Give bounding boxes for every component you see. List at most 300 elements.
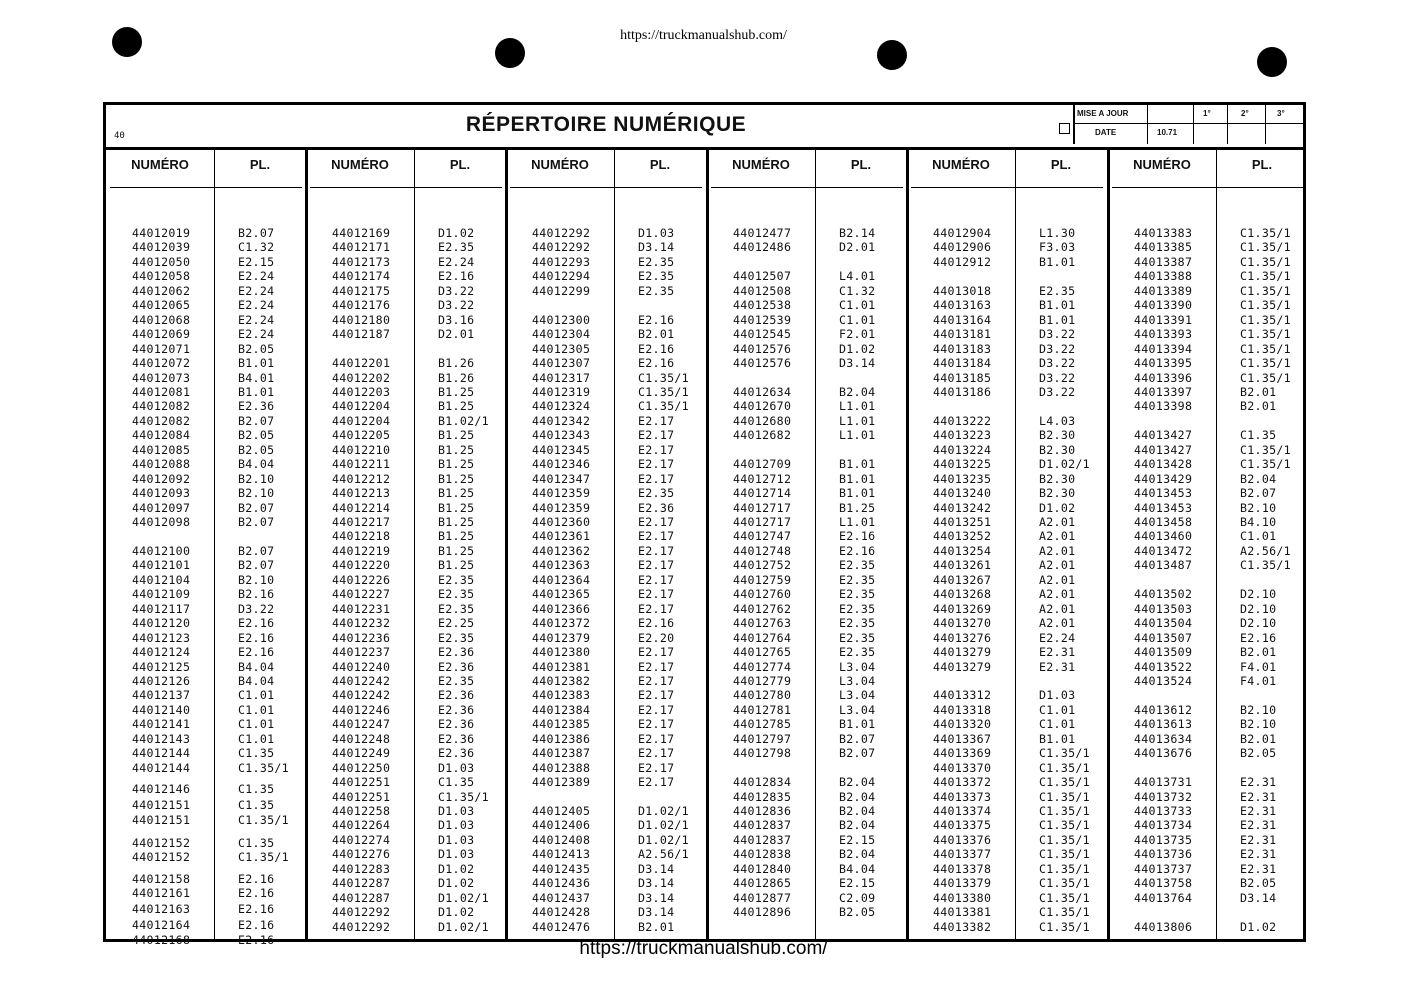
- part-number: 44012680: [733, 413, 792, 428]
- plate-reference: D3.14: [1240, 890, 1277, 905]
- plate-reference: B1.01: [1039, 731, 1076, 746]
- part-number: 44013612: [1134, 702, 1193, 717]
- plate-reference: L1.01: [839, 399, 876, 414]
- plate-reference: B1.01: [238, 356, 275, 371]
- update-label: MISE A JOUR: [1077, 109, 1129, 118]
- plate-reference: C1.35/1: [1039, 890, 1090, 905]
- plate-reference: E2.31: [1240, 789, 1277, 804]
- part-number: 44012169: [332, 226, 391, 240]
- punch-hole: [1257, 47, 1287, 77]
- part-number: 44013222: [933, 413, 992, 428]
- part-number: 44012292: [532, 226, 591, 240]
- part-number: 44013503: [1134, 601, 1193, 616]
- part-number: 44013377: [933, 847, 992, 862]
- column-header-numero: NUMÉRO: [131, 157, 189, 172]
- plate-reference: D1.02: [438, 905, 475, 920]
- plate-reference: B2.04: [839, 789, 876, 804]
- plate-reference: B1.01: [1039, 298, 1076, 313]
- part-number: 44012305: [532, 341, 591, 356]
- plate-reference: D1.03: [1039, 688, 1076, 703]
- plate-reference: B2.05: [238, 442, 275, 457]
- part-number: 44012545: [733, 327, 792, 342]
- part-number: 44012759: [733, 572, 792, 587]
- plate-reference: E2.35: [438, 240, 475, 255]
- part-number: 44012385: [532, 717, 591, 732]
- plate-reference: C1.35/1: [1240, 283, 1291, 298]
- plate-reference: A2.01: [1039, 587, 1076, 602]
- part-number: 44013367: [933, 731, 992, 746]
- plate-reference: A2.01: [1039, 529, 1076, 544]
- page-number: 40: [114, 131, 125, 141]
- plate-reference: C1.35/1: [1039, 876, 1090, 891]
- part-number: 44013312: [933, 688, 992, 703]
- part-number: 44012362: [532, 543, 591, 558]
- part-number: 44013385: [1134, 240, 1193, 255]
- plate-reference: A2.01: [1039, 543, 1076, 558]
- part-number: 44012065: [132, 298, 191, 313]
- part-number: 44012317: [532, 370, 591, 385]
- part-number: 44012760: [733, 587, 792, 602]
- part-number: 44013397: [1134, 384, 1193, 399]
- part-number: 44012171: [332, 240, 391, 255]
- part-number: 44012379: [532, 630, 591, 645]
- plate-reference: B2.07: [839, 746, 876, 761]
- plate-reference: C1.01: [1039, 702, 1076, 717]
- part-number: 44012140: [132, 702, 191, 717]
- plate-reference: E2.17: [638, 587, 675, 602]
- plate-reference: D1.02: [1240, 919, 1277, 934]
- part-number: 44013261: [933, 558, 992, 573]
- plate-reference: E2.31: [1039, 645, 1076, 660]
- part-number: 44013734: [1134, 818, 1193, 833]
- plate-reference: B2.10: [1240, 702, 1277, 717]
- plate-reference: C1.35: [1240, 428, 1277, 443]
- plate-reference: C1.01: [1039, 717, 1076, 732]
- part-number: 44012539: [733, 312, 792, 327]
- part-number: 44012161: [132, 886, 191, 901]
- part-number: 44012780: [733, 688, 792, 703]
- plate-reference: D1.03: [438, 804, 475, 818]
- part-number: 44013460: [1134, 529, 1193, 544]
- part-number: 44013379: [933, 876, 992, 891]
- part-number: 44013395: [1134, 356, 1193, 371]
- column-header-numero: NUMÉRO: [932, 157, 990, 172]
- part-number: 44012151: [132, 812, 191, 827]
- plate-reference: D2.01: [839, 240, 876, 255]
- plate-reference: B2.01: [638, 327, 675, 342]
- group-divider: [706, 147, 709, 939]
- plate-reference: D1.03: [438, 760, 475, 775]
- plate-reference: E2.16: [638, 312, 675, 327]
- plate-reference: B1.25: [839, 500, 876, 515]
- part-number: 44013453: [1134, 500, 1193, 515]
- plate-reference: B2.07: [839, 731, 876, 746]
- part-number: 44012249: [332, 746, 391, 761]
- plate-reference: E2.35: [839, 558, 876, 573]
- part-number: 44012120: [132, 616, 191, 631]
- part-number: 44012117: [132, 601, 191, 616]
- part-number: 44012092: [132, 471, 191, 486]
- part-number: 44013279: [933, 659, 992, 674]
- plate-reference: E2.16: [238, 902, 275, 917]
- part-number: 44012774: [733, 659, 792, 674]
- plate-reference: B2.01: [1240, 399, 1277, 414]
- part-number: 44012204: [332, 399, 391, 414]
- plate-reference: B4.04: [238, 457, 275, 472]
- part-number: 44012082: [132, 413, 191, 428]
- part-number: 44012175: [332, 283, 391, 298]
- part-number: 44013268: [933, 587, 992, 602]
- part-number: 44012250: [332, 760, 391, 775]
- part-number: 44012717: [733, 515, 792, 529]
- plate-reference: E2.15: [238, 254, 275, 269]
- part-number: 44012781: [733, 702, 792, 717]
- part-number: 44013251: [933, 515, 992, 529]
- part-number: 44013225: [933, 457, 992, 472]
- plate-reference: C1.35/1: [638, 370, 689, 385]
- part-number: 44013731: [1134, 775, 1193, 790]
- part-number: 44013391: [1134, 312, 1193, 327]
- plate-reference: E2.17: [638, 717, 675, 732]
- plate-reference: C1.35/1: [1240, 226, 1291, 240]
- part-number: 44012413: [532, 847, 591, 862]
- plate-reference: E2.16: [238, 645, 275, 660]
- part-number: 44012203: [332, 384, 391, 399]
- plate-reference: E2.35: [438, 572, 475, 587]
- part-number: 44012380: [532, 645, 591, 660]
- part-number: 44012477: [733, 226, 792, 240]
- plate-reference: C1.35/1: [1039, 847, 1090, 862]
- plate-reference: E2.15: [839, 832, 876, 847]
- source-url-bottom[interactable]: https://truckmanualshub.com/: [579, 938, 828, 959]
- part-number: 44013381: [933, 905, 992, 920]
- plate-reference: D3.22: [438, 298, 475, 313]
- plate-reference: D2.10: [1240, 587, 1277, 602]
- part-number: 44012372: [532, 616, 591, 631]
- part-number: 44012205: [332, 428, 391, 443]
- plate-reference: E2.31: [1240, 775, 1277, 790]
- plate-reference: B2.01: [638, 919, 675, 934]
- part-number: 44012538: [733, 298, 792, 313]
- part-number: 44012294: [532, 269, 591, 284]
- part-number: 44013487: [1134, 558, 1193, 573]
- plate-reference: E2.17: [638, 659, 675, 674]
- part-number: 44013806: [1134, 919, 1193, 934]
- part-number: 44012098: [132, 515, 191, 529]
- part-number: 44012428: [532, 905, 591, 920]
- part-number: 44012365: [532, 587, 591, 602]
- plate-reference: C1.35/1: [1240, 312, 1291, 327]
- plate-reference: E2.15: [839, 876, 876, 891]
- part-number: 44012507: [733, 269, 792, 284]
- plate-reference: B1.26: [438, 356, 475, 371]
- part-number: 44012712: [733, 471, 792, 486]
- plate-reference: C1.35: [238, 746, 275, 761]
- part-number: 44012576: [733, 356, 792, 371]
- part-number: 44012151: [132, 798, 191, 813]
- part-number: 44012342: [532, 413, 591, 428]
- part-number: 44012211: [332, 457, 391, 472]
- plate-reference: A2.01: [1039, 558, 1076, 573]
- part-number: 44012384: [532, 702, 591, 717]
- part-number: 44012717: [733, 500, 792, 515]
- plate-reference: E2.35: [438, 601, 475, 616]
- part-number: 44013428: [1134, 457, 1193, 472]
- column-header-pl: PL.: [249, 157, 271, 172]
- part-number: 44012217: [332, 515, 391, 529]
- plate-reference: A2.01: [1039, 616, 1076, 631]
- checkbox-mark: [1059, 123, 1070, 134]
- part-number: 44013383: [1134, 226, 1193, 240]
- plate-reference: B4.04: [238, 659, 275, 674]
- plate-reference: C1.35/1: [1039, 818, 1090, 833]
- plate-reference: C1.35/1: [1240, 269, 1291, 284]
- plate-reference: E2.16: [1240, 630, 1277, 645]
- part-number: 44013186: [933, 384, 992, 399]
- plate-reference: C1.35/1: [1039, 905, 1090, 920]
- plate-reference: D3.22: [1039, 370, 1076, 385]
- plate-reference: E2.24: [238, 283, 275, 298]
- part-number: 44012836: [733, 804, 792, 818]
- part-number: 44012763: [733, 616, 792, 631]
- part-number: 44012144: [132, 746, 191, 761]
- plate-reference: B2.30: [1039, 471, 1076, 486]
- part-number: 44012240: [332, 659, 391, 674]
- plate-reference: B1.02/1: [438, 413, 489, 428]
- plate-reference: E2.31: [1240, 847, 1277, 862]
- plate-reference: E2.36: [438, 731, 475, 746]
- plate-reference: B1.25: [438, 399, 475, 414]
- plate-reference: B1.25: [438, 442, 475, 457]
- part-number: 44013502: [1134, 587, 1193, 602]
- plate-reference: E2.31: [1039, 659, 1076, 674]
- part-number: 44013732: [1134, 789, 1193, 804]
- part-number: 44013185: [933, 370, 992, 385]
- plate-reference: C1.35/1: [638, 384, 689, 399]
- part-number: 44012670: [733, 399, 792, 414]
- parts-index-table: [103, 102, 1306, 947]
- punch-hole: [877, 40, 907, 70]
- column-divider: [614, 147, 615, 939]
- part-number: 44013373: [933, 789, 992, 804]
- part-number: 44013184: [933, 356, 992, 371]
- plate-reference: B1.26: [438, 370, 475, 385]
- plate-reference: D1.02: [438, 861, 475, 876]
- plate-reference: E2.24: [1039, 630, 1076, 645]
- part-number: 44012682: [733, 428, 792, 443]
- plate-reference: B2.04: [839, 818, 876, 833]
- plate-reference: C1.01: [238, 688, 275, 703]
- part-number: 44012219: [332, 543, 391, 558]
- part-number: 44012764: [733, 630, 792, 645]
- part-number: 44012071: [132, 341, 191, 356]
- part-number: 44012877: [733, 890, 792, 905]
- plate-reference: E2.36: [438, 702, 475, 717]
- plate-reference: A2.01: [1039, 515, 1076, 529]
- plate-reference: D1.03: [438, 818, 475, 833]
- plate-reference: F3.03: [1039, 240, 1076, 255]
- plate-reference: E2.24: [238, 327, 275, 342]
- plate-reference: B2.07: [238, 558, 275, 573]
- part-number: 44013736: [1134, 847, 1193, 862]
- part-number: 44013242: [933, 500, 992, 515]
- plate-reference: C1.01: [238, 717, 275, 732]
- plate-reference: D2.10: [1240, 601, 1277, 616]
- part-number: 44012343: [532, 428, 591, 443]
- plate-reference: D1.02/1: [438, 919, 489, 934]
- part-number: 44012246: [332, 702, 391, 717]
- plate-reference: B1.25: [438, 486, 475, 501]
- part-number: 44013458: [1134, 515, 1193, 529]
- part-number: 44012093: [132, 486, 191, 501]
- plate-reference: E2.16: [638, 616, 675, 631]
- plate-reference: B1.01: [839, 486, 876, 501]
- part-number: 44013382: [933, 919, 992, 934]
- plate-reference: E2.17: [638, 601, 675, 616]
- part-number: 44012174: [332, 269, 391, 284]
- plate-reference: B1.25: [438, 529, 475, 544]
- part-number: 44012292: [332, 905, 391, 920]
- part-number: 44012912: [933, 254, 992, 269]
- part-number: 44012124: [132, 645, 191, 660]
- part-number: 44012109: [132, 587, 191, 602]
- plate-reference: C1.32: [839, 283, 876, 298]
- part-number: 44012508: [733, 283, 792, 298]
- part-number: 44012363: [532, 558, 591, 573]
- plate-reference: C1.35/1: [1039, 775, 1090, 790]
- column-divider: [414, 147, 415, 939]
- part-number: 44012576: [733, 341, 792, 356]
- part-number: 44012187: [332, 327, 391, 342]
- plate-reference: E2.35: [638, 254, 675, 269]
- plate-reference: D3.14: [638, 905, 675, 920]
- part-number: 44012062: [132, 283, 191, 298]
- part-number: 44012126: [132, 673, 191, 688]
- part-number: 44012264: [332, 818, 391, 833]
- part-number: 44013164: [933, 312, 992, 327]
- part-number: 44013223: [933, 428, 992, 443]
- part-number: 44012097: [132, 500, 191, 515]
- plate-reference: L3.04: [839, 659, 876, 674]
- plate-reference: L3.04: [839, 702, 876, 717]
- plate-reference: B1.01: [839, 471, 876, 486]
- part-number: 44012714: [733, 486, 792, 501]
- part-number: 44013389: [1134, 283, 1193, 298]
- part-number: 44013374: [933, 804, 992, 818]
- plate-reference: F4.01: [1240, 659, 1277, 674]
- plate-reference: B1.25: [438, 543, 475, 558]
- part-number: 44012779: [733, 673, 792, 688]
- column-header-numero: NUMÉRO: [732, 157, 790, 172]
- part-number: 44013504: [1134, 616, 1193, 631]
- plate-reference: B1.25: [438, 471, 475, 486]
- part-number: 44012408: [532, 832, 591, 847]
- part-number: 44012201: [332, 356, 391, 371]
- part-number: 44013394: [1134, 341, 1193, 356]
- part-number: 44013398: [1134, 399, 1193, 414]
- plate-reference: E2.35: [1039, 283, 1076, 298]
- plate-reference: C1.35/1: [1039, 804, 1090, 818]
- group-divider: [1107, 147, 1110, 939]
- part-number: 44012104: [132, 572, 191, 587]
- column-header-pl: PL.: [649, 157, 671, 172]
- part-number: 44012748: [733, 543, 792, 558]
- source-url-top[interactable]: https://truckmanualshub.com/: [620, 28, 787, 43]
- plate-reference: B1.01: [839, 717, 876, 732]
- plate-reference: B4.10: [1240, 515, 1277, 529]
- column-header-numero: NUMÉRO: [1133, 157, 1191, 172]
- plate-reference: L1.01: [839, 515, 876, 529]
- plate-reference: D1.02/1: [638, 832, 689, 847]
- part-number: 44012293: [532, 254, 591, 269]
- part-number: 44013163: [933, 298, 992, 313]
- plate-reference: E2.17: [638, 746, 675, 761]
- plate-reference: C1.35/1: [238, 812, 289, 827]
- part-number: 44012019: [132, 226, 191, 240]
- plate-reference: B2.01: [1240, 731, 1277, 746]
- plate-reference: E2.17: [638, 702, 675, 717]
- part-number: 44012058: [132, 269, 191, 284]
- part-number: 44013393: [1134, 327, 1193, 342]
- plate-reference: C1.01: [1240, 529, 1277, 544]
- plate-reference: D1.03: [638, 226, 675, 240]
- part-number: 44012218: [332, 529, 391, 544]
- plate-reference: E2.17: [638, 471, 675, 486]
- plate-reference: A2.01: [1039, 601, 1076, 616]
- part-number: 44013235: [933, 471, 992, 486]
- plate-reference: B2.07: [238, 543, 275, 558]
- plate-reference: B2.04: [839, 775, 876, 790]
- plate-reference: C1.01: [238, 731, 275, 746]
- part-number: 44013427: [1134, 442, 1193, 457]
- plate-reference: B1.25: [438, 384, 475, 399]
- part-number: 44012204: [332, 413, 391, 428]
- part-number: 44012088: [132, 457, 191, 472]
- part-number: 44013183: [933, 341, 992, 356]
- part-number: 44012388: [532, 760, 591, 775]
- part-number: 44013380: [933, 890, 992, 905]
- plate-reference: D1.03: [438, 847, 475, 862]
- plate-reference: B2.01: [1240, 645, 1277, 660]
- table-header-bar: [106, 105, 1303, 150]
- column-header-pl: PL.: [1050, 157, 1072, 172]
- plate-reference: B2.04: [839, 384, 876, 399]
- plate-reference: E2.36: [438, 746, 475, 761]
- plate-reference: B1.01: [839, 457, 876, 472]
- plate-reference: D1.02: [839, 341, 876, 356]
- part-number: 44012359: [532, 500, 591, 515]
- plate-reference: C1.35: [238, 782, 275, 797]
- column-divider: [1216, 147, 1217, 939]
- plate-reference: E2.17: [638, 413, 675, 428]
- part-number: 44012287: [332, 876, 391, 891]
- plate-reference: E2.17: [638, 572, 675, 587]
- part-number: 44012069: [132, 327, 191, 342]
- plate-reference: C1.35/1: [238, 760, 289, 775]
- plate-reference: D3.14: [638, 890, 675, 905]
- plate-reference: C1.35/1: [1039, 789, 1090, 804]
- plate-reference: C1.32: [238, 240, 275, 255]
- group-divider: [906, 147, 909, 939]
- date-value: 10.71: [1157, 128, 1178, 137]
- plate-reference: C1.35/1: [1240, 442, 1291, 457]
- plate-reference: C1.35/1: [1240, 356, 1291, 371]
- part-number: 44012227: [332, 587, 391, 602]
- plate-reference: D1.02/1: [438, 890, 489, 905]
- plate-reference: B1.25: [438, 500, 475, 515]
- plate-reference: C1.35/1: [1039, 832, 1090, 847]
- plate-reference: C1.35/1: [1039, 746, 1090, 761]
